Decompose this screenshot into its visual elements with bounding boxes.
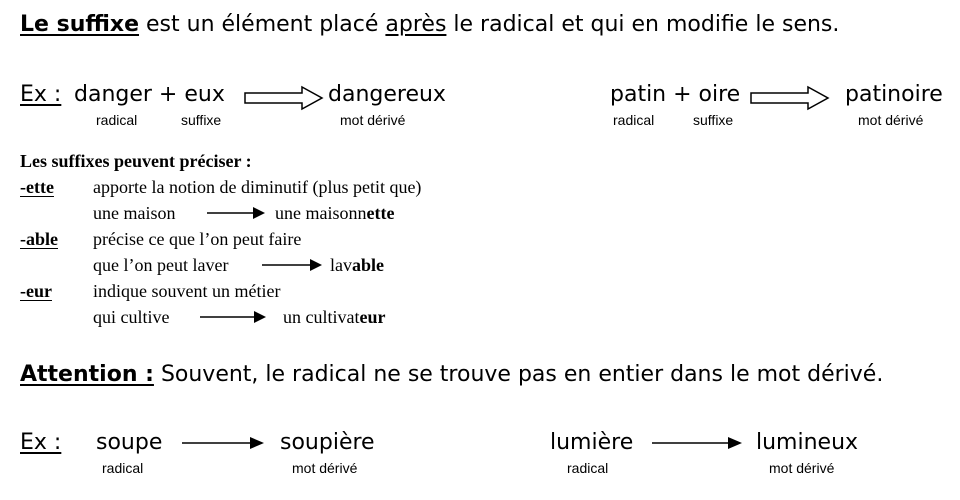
attention-label: Attention : <box>20 362 154 387</box>
hollow-arrow-icon <box>750 86 830 110</box>
suffix-term: -eur <box>20 281 52 301</box>
definition-text-1: est un élément placé <box>139 12 386 37</box>
suffix-example-derived <box>275 202 394 224</box>
suffix-description: apporte la notion de diminutif (plus petit que) <box>93 177 422 197</box>
example-2-left-label-radical: radical <box>102 460 144 476</box>
derived-suffix: eur <box>359 307 386 327</box>
definition-keyword: après <box>385 12 447 37</box>
derived-suffix: able <box>352 255 385 275</box>
suffix-example-source: une maison <box>93 203 176 223</box>
example-2-prefix: Ex : <box>20 430 62 455</box>
derived-stem: un cultivat <box>283 307 360 327</box>
suffix-example-derived <box>330 254 384 276</box>
derived-stem: une maisonn <box>275 203 367 223</box>
example-1-right-result: patinoire <box>845 82 943 107</box>
example-2-left-result: soupière <box>280 430 375 455</box>
arrow-right-icon <box>182 436 266 450</box>
example-1-right-formula: patin + oire <box>610 82 741 107</box>
attention-text: Souvent, le radical ne se trouve pas en entier dans le mot dérivé. <box>160 362 884 387</box>
example-2-right-label-radical: radical <box>567 460 609 476</box>
example-2-right-result: lumineux <box>756 430 859 455</box>
example-1-right-label-suffix: suffixe <box>693 112 734 128</box>
example-1-left-result: dangereux <box>328 82 446 107</box>
example-2-left-source: soupe <box>96 430 163 455</box>
suffix-term: -ette <box>20 177 54 197</box>
arrow-right-icon <box>262 258 324 272</box>
suffixes-heading: Les suffixes peuvent préciser : <box>20 151 252 171</box>
example-1-prefix: Ex : <box>20 82 62 107</box>
suffix-description: indique souvent un métier <box>93 281 281 301</box>
example-2-right-source: lumière <box>550 430 634 455</box>
example-2-right-label-result: mot dérivé <box>769 460 835 476</box>
example-1-left-formula: danger + eux <box>74 82 225 107</box>
attention-line <box>20 362 883 388</box>
definition-text-2: le radical et qui en modifie le sens. <box>446 12 840 37</box>
example-1-right-label-radical: radical <box>613 112 655 128</box>
suffix-description: précise ce que l’on peut faire <box>93 229 302 249</box>
derived-stem: lav <box>330 255 352 275</box>
suffix-example-derived <box>283 306 385 328</box>
arrow-right-icon <box>207 206 267 220</box>
example-1-right-label-result: mot dérivé <box>858 112 924 128</box>
suffix-example-source: qui cultive <box>93 307 170 327</box>
example-1-left-label-suffix: suffixe <box>181 112 222 128</box>
example-1-left-label-result: mot dérivé <box>340 112 406 128</box>
definition-term: Le suffixe <box>20 12 140 37</box>
definition-line <box>20 12 839 38</box>
arrow-right-icon <box>200 310 268 324</box>
suffix-term: -able <box>20 229 58 249</box>
example-1-left-label-radical: radical <box>96 112 138 128</box>
example-2-left-label-result: mot dérivé <box>292 460 358 476</box>
arrow-right-icon <box>652 436 744 450</box>
derived-suffix: ette <box>366 203 395 223</box>
suffix-example-source: que l’on peut laver <box>93 255 229 275</box>
hollow-arrow-icon <box>244 86 324 110</box>
